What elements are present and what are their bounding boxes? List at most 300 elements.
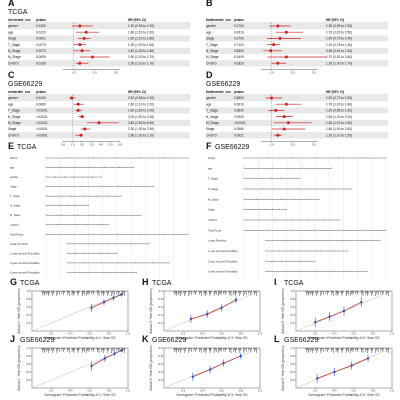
forest-row-pvalue: 0.1600	[234, 55, 244, 60]
forest-row-pvalue: 0.2700	[234, 36, 244, 41]
forest-row-name: Stage	[8, 127, 17, 132]
calibration-x-tick-label: 0.8	[106, 331, 111, 336]
forest-header-hr: HR (95% CI)	[326, 90, 345, 94]
calibration-panel-l	[274, 331, 395, 397]
forest-row-hr-text: 1.50 (1.20 to 1.80)	[128, 36, 155, 41]
forest-row-pvalue: <0.0001	[36, 108, 48, 113]
calibration-panel-k	[142, 331, 263, 397]
forest-panel-c	[8, 70, 190, 146]
forest-row-pvalue: 0.0010	[234, 102, 244, 107]
forest-row-pvalue: <0.0001	[36, 127, 48, 132]
calibration-y-axis-label: Actual 5−Year OS (proportion)	[281, 288, 285, 334]
forest-row-pvalue: 0.0021	[234, 133, 244, 138]
calibration-y-axis-label: Actual 1−Year OS (proportion)	[17, 345, 21, 391]
forest-hr-point	[78, 62, 81, 65]
nomogram-row-label: M_Stage	[208, 198, 219, 202]
forest-hr-point	[272, 43, 275, 46]
forest-row-pvalue: 0.0460	[234, 127, 244, 132]
forest-row-name: M_Stage	[206, 55, 219, 60]
calibration-y-tick-label: 0.2	[26, 321, 31, 325]
panel-title: TCGA	[152, 280, 172, 287]
forest-row-hr-text: 1.60 (1.10 to 2.20)	[128, 102, 155, 107]
forest-hr-point	[81, 49, 84, 52]
nomogram-row-label: M_Stage	[10, 214, 21, 218]
forest-row-hr-text: 1.60 (1.00 to 2.60)	[326, 127, 353, 132]
calibration-point	[240, 355, 242, 357]
forest-x-tick-label: 3.0	[89, 142, 94, 147]
forest-row-hr-text: 1.30 (1.10 to 1.70)	[128, 61, 155, 66]
calibration-curve	[191, 300, 236, 319]
forest-header-variable: Univariate_cox	[8, 18, 31, 22]
calibration-x-tick-label: 0.8	[370, 331, 375, 336]
forest-panel-a	[8, 0, 190, 74]
calibration-point	[104, 357, 106, 359]
forest-row-pvalue: 0.6100	[36, 96, 46, 101]
nomogram-row-label: Linear Predictor	[10, 242, 29, 246]
calibration-point	[209, 368, 211, 370]
calibration-x-tick-label: 0.6	[87, 331, 92, 336]
panel-title: TCGA	[8, 9, 28, 16]
calibration-y-axis-label: Actual 1−Year OS (proportion)	[17, 288, 21, 334]
calibration-point	[120, 293, 122, 295]
calibration-y-tick-label: 1.0	[26, 346, 31, 350]
forest-row-hr-text: 2.00 (1.60 to 2.30)	[128, 114, 155, 119]
nomogram-row-label: N_Stage	[208, 188, 219, 191]
forest-header-hr: HR (95% CI)	[128, 18, 147, 22]
calibration-curve	[193, 356, 241, 377]
calibration-y-tick-label: 0.2	[158, 321, 163, 325]
forest-hr-point	[283, 115, 286, 118]
forest-row-name: CHSY3	[206, 61, 217, 66]
calibration-point	[206, 313, 208, 315]
calibration-panel-i	[274, 277, 394, 340]
forest-hr-point	[70, 97, 73, 100]
nomogram-row-label: 3-year survival Probability	[10, 261, 40, 265]
forest-x-tick-label: 1.0	[269, 142, 274, 147]
panel-title: GSE66229	[152, 337, 187, 344]
forest-x-tick-label: 3.0	[311, 70, 316, 75]
calibration-x-tick-label: 0.8	[238, 388, 243, 393]
panel-label: I	[274, 277, 277, 287]
forest-row-name: M_Stage	[206, 121, 219, 125]
forest-x-tick-label: 2.0	[290, 142, 295, 147]
forest-row-hr-text: 1.70 (1.20 to 2.40)	[326, 102, 353, 107]
nomogram-row-label: Points	[10, 157, 18, 160]
calibration-curve	[315, 302, 361, 322]
forest-row-hr-text: 1.30 (0.93 to 1.90)	[128, 24, 155, 29]
forest-x-tick-label: 2.0	[79, 142, 85, 147]
panel-title: GSE66229	[20, 337, 55, 344]
calibration-x-axis-label: Nomogram−Predicted Probability of 5−Year OS	[308, 336, 380, 340]
calibration-y-axis-label: Actual 3−Year OS (proportion)	[149, 345, 153, 391]
forest-row-name: gender	[206, 96, 216, 101]
calibration-point	[90, 365, 92, 367]
forest-row-pvalue: 0.0270	[36, 49, 46, 53]
calibration-panel-j	[10, 331, 131, 397]
forest-row-name: M_Stage	[8, 121, 21, 125]
forest-row-pvalue: 0.7100	[234, 42, 244, 47]
calibration-x-tick-label: 0.2	[181, 331, 186, 336]
calibration-point	[192, 376, 194, 378]
calibration-point	[120, 349, 122, 351]
calibration-y-tick-label: 0.4	[158, 370, 163, 374]
forest-row-hr-text: 1.10 (0.78 to 1.40)	[326, 42, 353, 47]
panel-title: GSE66229	[8, 81, 43, 88]
forest-row-name: T_Stage	[8, 42, 21, 47]
nomogram-row-label: Total Points	[208, 229, 222, 233]
nomogram-row-label: 1-year survival Probability	[10, 252, 40, 256]
forest-header-variable: Multivariate_cox	[206, 90, 231, 94]
panel-title: TCGA	[17, 144, 37, 151]
calibration-point	[222, 362, 224, 364]
forest-row-name: N_Stage	[8, 49, 21, 53]
calibration-y-tick-label: 0.2	[290, 321, 295, 325]
forest-row-hr-text: 1.90 (1.30 to 2.70)	[128, 55, 155, 60]
calibration-y-tick-label: 1.0	[290, 289, 295, 293]
calibration-ideal-line	[164, 348, 260, 388]
calibration-x-tick-label: 0.8	[106, 388, 111, 393]
calibration-x-tick-label: 0.4	[332, 331, 337, 336]
nomogram-row-label: gender	[10, 176, 19, 180]
forest-row-pvalue: <0.0001	[36, 114, 48, 119]
forest-header-pvalue: pvalue	[234, 18, 245, 22]
panel-title: GSE66229	[284, 337, 319, 344]
forest-row-hr-text: 1.90 (1.30 to 2.10)	[128, 133, 155, 138]
forest-hr-point	[285, 103, 288, 106]
forest-hr-point	[98, 121, 101, 124]
calibration-point	[316, 377, 318, 379]
forest-hr-point	[80, 134, 83, 137]
forest-row-hr-text: 1.40 (1.00 to 1.80)	[128, 49, 155, 53]
forest-row-hr-text: 1.40 (0.79 to 2.40)	[326, 36, 353, 41]
calibration-x-tick-label: 1.0	[389, 331, 395, 336]
forest-row-pvalue: 0.0005	[234, 114, 244, 119]
forest-row-name: N_Stage	[206, 49, 219, 53]
calibration-point	[220, 307, 222, 309]
nomogram-panel-f	[206, 141, 386, 280]
forest-hr-point	[274, 109, 277, 112]
forest-x-tick-label: 1.0	[269, 70, 274, 75]
forest-hr-point	[77, 109, 80, 112]
forest-header-pvalue: pvalue	[36, 90, 47, 94]
calibration-point	[112, 297, 114, 299]
forest-row-hr-text: 1.60 (1.20 to 2.00)	[326, 114, 353, 119]
forest-row-hr-text: 1.60 (1.10 to 2.20)	[128, 30, 155, 35]
forest-row-pvalue: <0.0001	[234, 121, 246, 125]
panel-label: B	[206, 0, 213, 8]
forest-hr-point	[285, 56, 288, 59]
nomogram-row-label: T_Stage	[208, 177, 218, 181]
forest-hr-point	[283, 128, 286, 131]
nomogram-row-label: 1-year survival Probability	[208, 250, 238, 253]
forest-row-pvalue: 0.0013	[234, 30, 244, 35]
calibration-point	[328, 315, 330, 317]
forest-row-pvalue: 0.0001	[36, 36, 46, 41]
forest-x-tick-label: 4.0	[98, 142, 104, 147]
panel-label: C	[8, 70, 15, 80]
forest-header-pvalue: pvalue	[36, 18, 47, 22]
forest-row-name: gender	[206, 24, 216, 29]
forest-hr-point	[276, 134, 279, 137]
nomogram-row-label: Points	[208, 157, 216, 160]
forest-panel-d	[206, 70, 388, 146]
panel-title: GSE66229	[206, 81, 241, 88]
calibration-point	[113, 352, 115, 354]
forest-row-hr-text: 1.00 (0.73 to 1.50)	[326, 96, 353, 101]
forest-row-pvalue: 0.0060	[36, 102, 46, 107]
calibration-y-tick-label: 0.8	[290, 297, 295, 301]
forest-row-name: N_Stage	[206, 114, 219, 119]
calibration-y-tick-label: 0.8	[158, 354, 163, 358]
calibration-point	[90, 307, 92, 309]
nomogram-row-label: Total Points	[10, 233, 24, 237]
calibration-y-tick-label: 1.0	[158, 289, 163, 293]
panel-label: F	[206, 141, 212, 151]
calibration-panel-g	[10, 277, 130, 340]
calibration-x-tick-label: 0.2	[49, 331, 54, 336]
forest-header-pvalue: pvalue	[234, 90, 245, 94]
calibration-y-tick-label: 0.8	[26, 354, 31, 358]
forest-hr-point	[276, 25, 279, 28]
forest-row-hr-text: 1.80 (1.10 to 2.90)	[326, 121, 353, 125]
forest-x-tick-label: 6.0	[117, 142, 123, 147]
forest-hr-point	[78, 25, 81, 28]
panel-label: G	[10, 277, 18, 287]
forest-row-name: N_Stage	[8, 114, 21, 119]
forest-row-hr-text: 1.70 (1.20 to 2.50)	[326, 30, 353, 35]
calibration-x-tick-label: 0.2	[181, 388, 186, 393]
forest-row-name: gender	[8, 96, 18, 101]
calibration-ideal-line	[164, 291, 260, 331]
forest-row-hr-text: 1.60 (1.30 to 2.00)	[128, 108, 155, 113]
forest-hr-point	[269, 49, 272, 52]
forest-row-hr-text: 1.30 (0.89 to 1.90)	[326, 24, 353, 29]
panel-label: D	[206, 70, 213, 80]
panel-title: TCGA	[284, 280, 304, 287]
forest-header-hr: HR (95% CI)	[326, 18, 345, 22]
calibration-y-tick-label: 0.4	[158, 313, 163, 317]
forest-hr-point	[83, 128, 86, 131]
calibration-y-tick-label: 0.8	[290, 354, 295, 358]
forest-row-name: age	[8, 102, 14, 107]
calibration-y-tick-label: 0.4	[26, 370, 31, 374]
nomogram-row-label: 5-year survival Probability	[10, 271, 40, 275]
forest-row-pvalue: 0.8300	[234, 49, 244, 53]
calibration-x-axis-label: Nomogram−Predicted Probability of 5−Year OS	[308, 393, 380, 397]
calibration-y-axis-label: Actual 3−Year OS (proportion)	[149, 288, 153, 334]
forest-hr-point	[85, 31, 88, 34]
calibration-x-tick-label: 0.4	[68, 388, 73, 393]
calibration-x-tick-label: 0.2	[49, 388, 54, 393]
forest-row-hr-text: 1.20 (0.85 to 1.60)	[326, 108, 353, 113]
forest-row-hr-text: 1.30 (1.10 to 1.50)	[326, 133, 353, 138]
calibration-y-tick-label: 0.4	[290, 313, 295, 317]
calibration-x-tick-label: 0.6	[87, 388, 92, 393]
forest-hr-point	[78, 43, 81, 46]
nomogram-row-label: T_Stage	[10, 195, 20, 199]
calibration-y-tick-label: 0.2	[290, 378, 295, 382]
calibration-curve	[92, 350, 122, 366]
calibration-point	[314, 321, 316, 323]
nomogram-row-label: Linear Predictor	[208, 239, 227, 243]
panel-label: K	[142, 334, 149, 344]
nomogram-row-label: age	[208, 167, 213, 171]
calibration-y-tick-label: 0.6	[158, 362, 163, 366]
forest-hr-point	[77, 103, 80, 106]
forest-header-variable: univariate_cox	[8, 90, 31, 94]
calibration-y-tick-label: 0.6	[290, 305, 295, 309]
forest-row-name: Stage	[8, 36, 17, 41]
calibration-point	[360, 301, 362, 303]
calibration-x-axis-label: Nomogram−Predicted Probability of 1−Year OS	[44, 336, 116, 340]
calibration-x-axis-label: Nomogram−Predicted Probability of 3−Year OS	[176, 393, 248, 397]
calibration-x-tick-label: 0.8	[370, 388, 375, 393]
forest-hr-point	[276, 62, 279, 65]
calibration-point	[190, 318, 192, 320]
forest-row-pvalue: 0.1700	[234, 24, 244, 29]
calibration-ideal-line	[296, 348, 392, 388]
forest-x-tick-label: 1.0	[70, 142, 75, 147]
calibration-x-tick-label: 0.2	[313, 388, 318, 393]
forest-x-tick-label: 2.0	[92, 70, 97, 75]
forest-row-pvalue: 0.0005	[36, 55, 46, 60]
calibration-curve	[92, 295, 122, 308]
calibration-x-tick-label: 0.6	[351, 331, 356, 336]
forest-row-hr-text: 3.80 (2.50 to 5.90)	[128, 121, 155, 125]
calibration-y-axis-label: Actual 5−Year OS (proportion)	[281, 345, 285, 391]
calibration-point	[235, 299, 237, 301]
calibration-point	[343, 310, 345, 312]
forest-row-name: CHSY3	[8, 133, 19, 138]
calibration-y-tick-label: 0.6	[158, 305, 163, 309]
calibration-x-axis-label: Nomogram−Predicted Probability of 1−Year OS	[44, 393, 116, 397]
calibration-y-tick-label: 0.6	[290, 362, 295, 366]
calibration-point	[103, 301, 105, 303]
forest-row-name: T_Stage	[206, 42, 219, 47]
calibration-x-tick-label: 1.0	[257, 331, 263, 336]
forest-row-name: gender	[8, 24, 18, 29]
forest-hr-point	[287, 121, 290, 124]
forest-x-tick-label: 0.0	[60, 142, 66, 147]
calibration-x-tick-label: 0.4	[68, 331, 73, 336]
forest-row-pvalue: <0.0001	[36, 133, 48, 138]
forest-hr-point	[285, 31, 288, 34]
forest-row-name: CHSY3	[206, 133, 217, 138]
forest-row-name: age	[8, 30, 14, 35]
forest-row-pvalue: 0.3500	[234, 108, 244, 113]
calibration-x-tick-label: 0.6	[351, 388, 356, 393]
forest-row-name: Stage	[206, 127, 215, 132]
panel-label: L	[274, 334, 280, 344]
panel-label: H	[142, 277, 149, 287]
calibration-y-tick-label: 0.6	[26, 305, 31, 309]
calibration-y-tick-label: 0.6	[26, 362, 31, 366]
nomogram-row-label: Stage	[208, 208, 215, 212]
forest-row-pvalue: 0.0160	[36, 61, 46, 66]
nomogram-panel-e	[8, 141, 188, 280]
forest-row-name: CHSY3	[8, 61, 19, 66]
forest-row-hr-text: 1.70 (0.81 to 3.60)	[326, 55, 353, 60]
calibration-point	[367, 357, 369, 359]
forest-row-name: age	[206, 102, 212, 107]
calibration-x-tick-label: 0.8	[238, 331, 243, 336]
forest-row-name: T_Stage	[206, 108, 219, 113]
nomogram-row-label: CHSY3	[10, 223, 19, 227]
forest-hr-point	[81, 115, 84, 118]
forest-row-pvalue: 0.0270	[36, 42, 46, 47]
forest-x-tick-label: 3.0	[113, 70, 118, 75]
calibration-x-tick-label: 1.0	[389, 388, 395, 393]
forest-row-pvalue: 0.8500	[234, 96, 244, 101]
forest-row-pvalue: 0.0320	[234, 61, 244, 66]
forest-row-pvalue: <0.0001	[36, 121, 48, 125]
calibration-x-axis-label: Nomogram−Predicted Probability of 3−Year OS	[176, 336, 248, 340]
nomogram-row-label: 5-year survival Probability	[208, 270, 238, 274]
forest-x-tick-label: 5.0	[108, 142, 113, 147]
forest-row-hr-text: 2.30 (1.90 to 2.90)	[128, 127, 155, 132]
forest-hr-point	[279, 37, 282, 40]
forest-hr-point	[83, 37, 86, 40]
calibration-x-tick-label: 1.0	[125, 388, 131, 393]
calibration-y-tick-label: 1.0	[290, 346, 295, 350]
forest-row-hr-text: 0.96 (0.61 to 1.50)	[326, 49, 353, 53]
nomogram-row-label: Stage	[10, 185, 17, 189]
calibration-x-tick-label: 0.4	[200, 331, 205, 336]
panel-title: GSE66229	[215, 144, 250, 151]
calibration-y-tick-label: 0.2	[158, 378, 163, 382]
nomogram-row-label: 3-year survival Probability	[208, 260, 238, 264]
calibration-panel-h	[142, 277, 262, 340]
nomogram-row-label: age	[10, 166, 15, 170]
calibration-x-tick-label: 0.6	[219, 331, 224, 336]
panel-label: J	[10, 334, 16, 344]
panel-label: E	[8, 141, 15, 151]
calibration-x-tick-label: 0.2	[313, 331, 318, 336]
calibration-point	[350, 364, 352, 366]
calibration-x-tick-label: 1.0	[257, 388, 263, 393]
calibration-x-tick-label: 1.0	[125, 331, 131, 336]
panel-title: TCGA	[20, 280, 40, 287]
forest-row-pvalue: 0.0120	[36, 30, 46, 35]
forest-row-hr-text: 1.30 (1.00 to 1.70)	[326, 61, 353, 66]
forest-row-name: Stage	[206, 36, 215, 41]
calibration-y-tick-label: 1.0	[158, 346, 163, 350]
calibration-y-tick-label: 0.4	[290, 370, 295, 374]
forest-row-name: age	[206, 30, 212, 35]
forest-x-tick-label: 2.0	[290, 70, 295, 75]
nomogram-row-label: N_Stage	[10, 204, 21, 208]
calibration-x-tick-label: 0.4	[200, 388, 205, 393]
forest-hr-point	[91, 56, 94, 59]
calibration-y-tick-label: 0.4	[26, 313, 31, 317]
forest-header-variable: Multivariate_cox	[206, 18, 231, 22]
forest-header-hr: HR (95% CI)	[128, 90, 147, 94]
forest-x-tick-label: 1.0	[71, 70, 76, 75]
calibration-y-tick-label: 0.2	[26, 378, 31, 382]
panel-label: A	[8, 0, 15, 8]
forest-row-name: M_Stage	[8, 55, 21, 60]
forest-row-hr-text: 1.30 (1.00 to 1.60)	[128, 42, 155, 47]
forest-row-pvalue: 0.1300	[36, 24, 46, 29]
calibration-x-tick-label: 0.6	[219, 388, 224, 393]
forest-x-tick-label: 3.0	[311, 142, 316, 147]
forest-row-hr-text: 0.92 (0.66 to 1.30)	[128, 96, 155, 101]
calibration-y-tick-label: 1.0	[26, 289, 31, 293]
nomogram-row-label: CHSY3	[208, 219, 217, 222]
calibration-y-tick-label: 0.8	[26, 297, 31, 301]
calibration-x-tick-label: 0.4	[332, 388, 337, 393]
calibration-point	[333, 371, 335, 373]
